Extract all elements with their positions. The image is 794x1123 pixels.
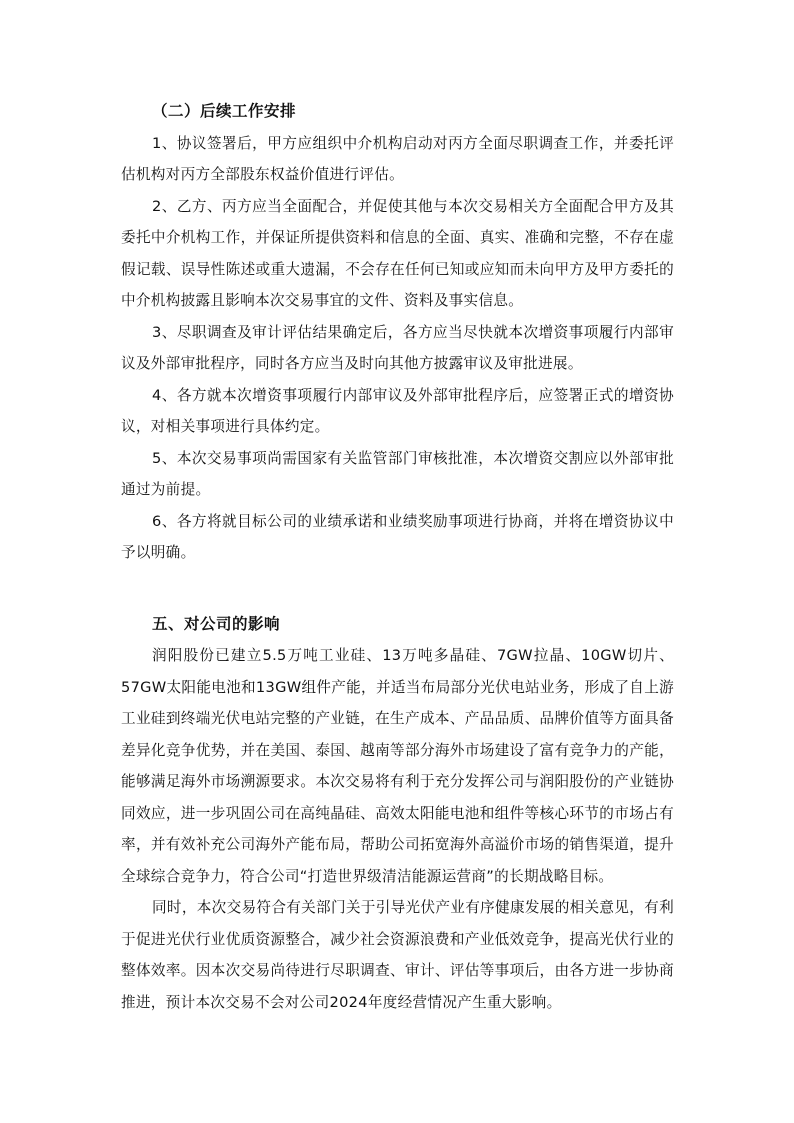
section-heading-impact: 五、对公司的影响 [152,614,281,633]
section-heading-follow-up: （二）后续工作安排 [152,102,297,120]
list-item: 4、各方就本次增资事项履行内部审议及外部审批程序后，应签署正式的增资协议，对相关事项进行具体约定。 [121,386,674,435]
list-item: 6、各方将就目标公司的业绩承诺和业绩奖励事项进行协商，并将在增资协议中予以明确。 [121,512,674,561]
document-page [121,96,674,1018]
list-item: 3、尽职调查及审计评估结果确定后，各方应当尽快就本次增资事项履行内部审议及外部审批程序，同时各方应当及时向其他方披露审议及审批进展。 [121,323,674,372]
section-spacer [121,569,674,609]
body-paragraph: 润阳股份已建立5.5万吨工业硅、13万吨多晶硅、7GW拉晶、10GW切片、57GW太阳能电池和13GW组件产能，并适当布局部分光伏电站业务，形成了自上游工业硅到终端光伏电站完整的产业链，在生产成本、产品品质、品牌价值等方面具备差异化竞争优势，并在美国、泰国、越南等部分海外市场建设了富有竞争力的产能，能够满足海外市场溯源要求。本次交易将有利于充分发挥公司与润阳股份的产业链协同效应，进一步巩固公司在高纯晶硅、高效太阳能电池和组件等核心环节的市场占有率，并有效补充公司海外产能布局，帮助公司拓宽海外高溢价市场的销售渠道，提升全球综合竞争力，符合公司“打造世界级清洁能源运营商”的长期战略目标。 [121,647,674,885]
body-paragraph: 同时，本次交易符合有关部门关于引导光伏产业有序健康发展的相关意见，有利于促进光伏行业优质资源整合，减少社会资源浪费和产业低效竞争，提高光伏行业的整体效率。因本次交易尚待进行尽职调查、审计、评估等事项后，由各方进一步协商推进，预计本次交易不会对公司2024年度经营情况产生重大影响。 [121,899,674,1011]
list-item: 5、本次交易事项尚需国家有关监管部门审核批准，本次增资交割应以外部审批通过为前提。 [121,449,674,498]
list-item: 2、乙方、丙方应当全面配合，并促使其他与本次交易相关方全面配合甲方及其委托中介机构工作，并保证所提供资料和信息的全面、真实、准确和完整，不存在虚假记载、误导性陈述或重大遗漏，不会存在任何已知或应知而未向甲方及甲方委托的中介机构披露且影响本次交易事宜的文件、资料及事实信息。 [121,197,674,309]
list-item: 1、协议签署后，甲方应组织中介机构启动对丙方全面尽职调查工作，并委托评估机构对丙方全部股东权益价值进行评估。 [121,134,674,183]
